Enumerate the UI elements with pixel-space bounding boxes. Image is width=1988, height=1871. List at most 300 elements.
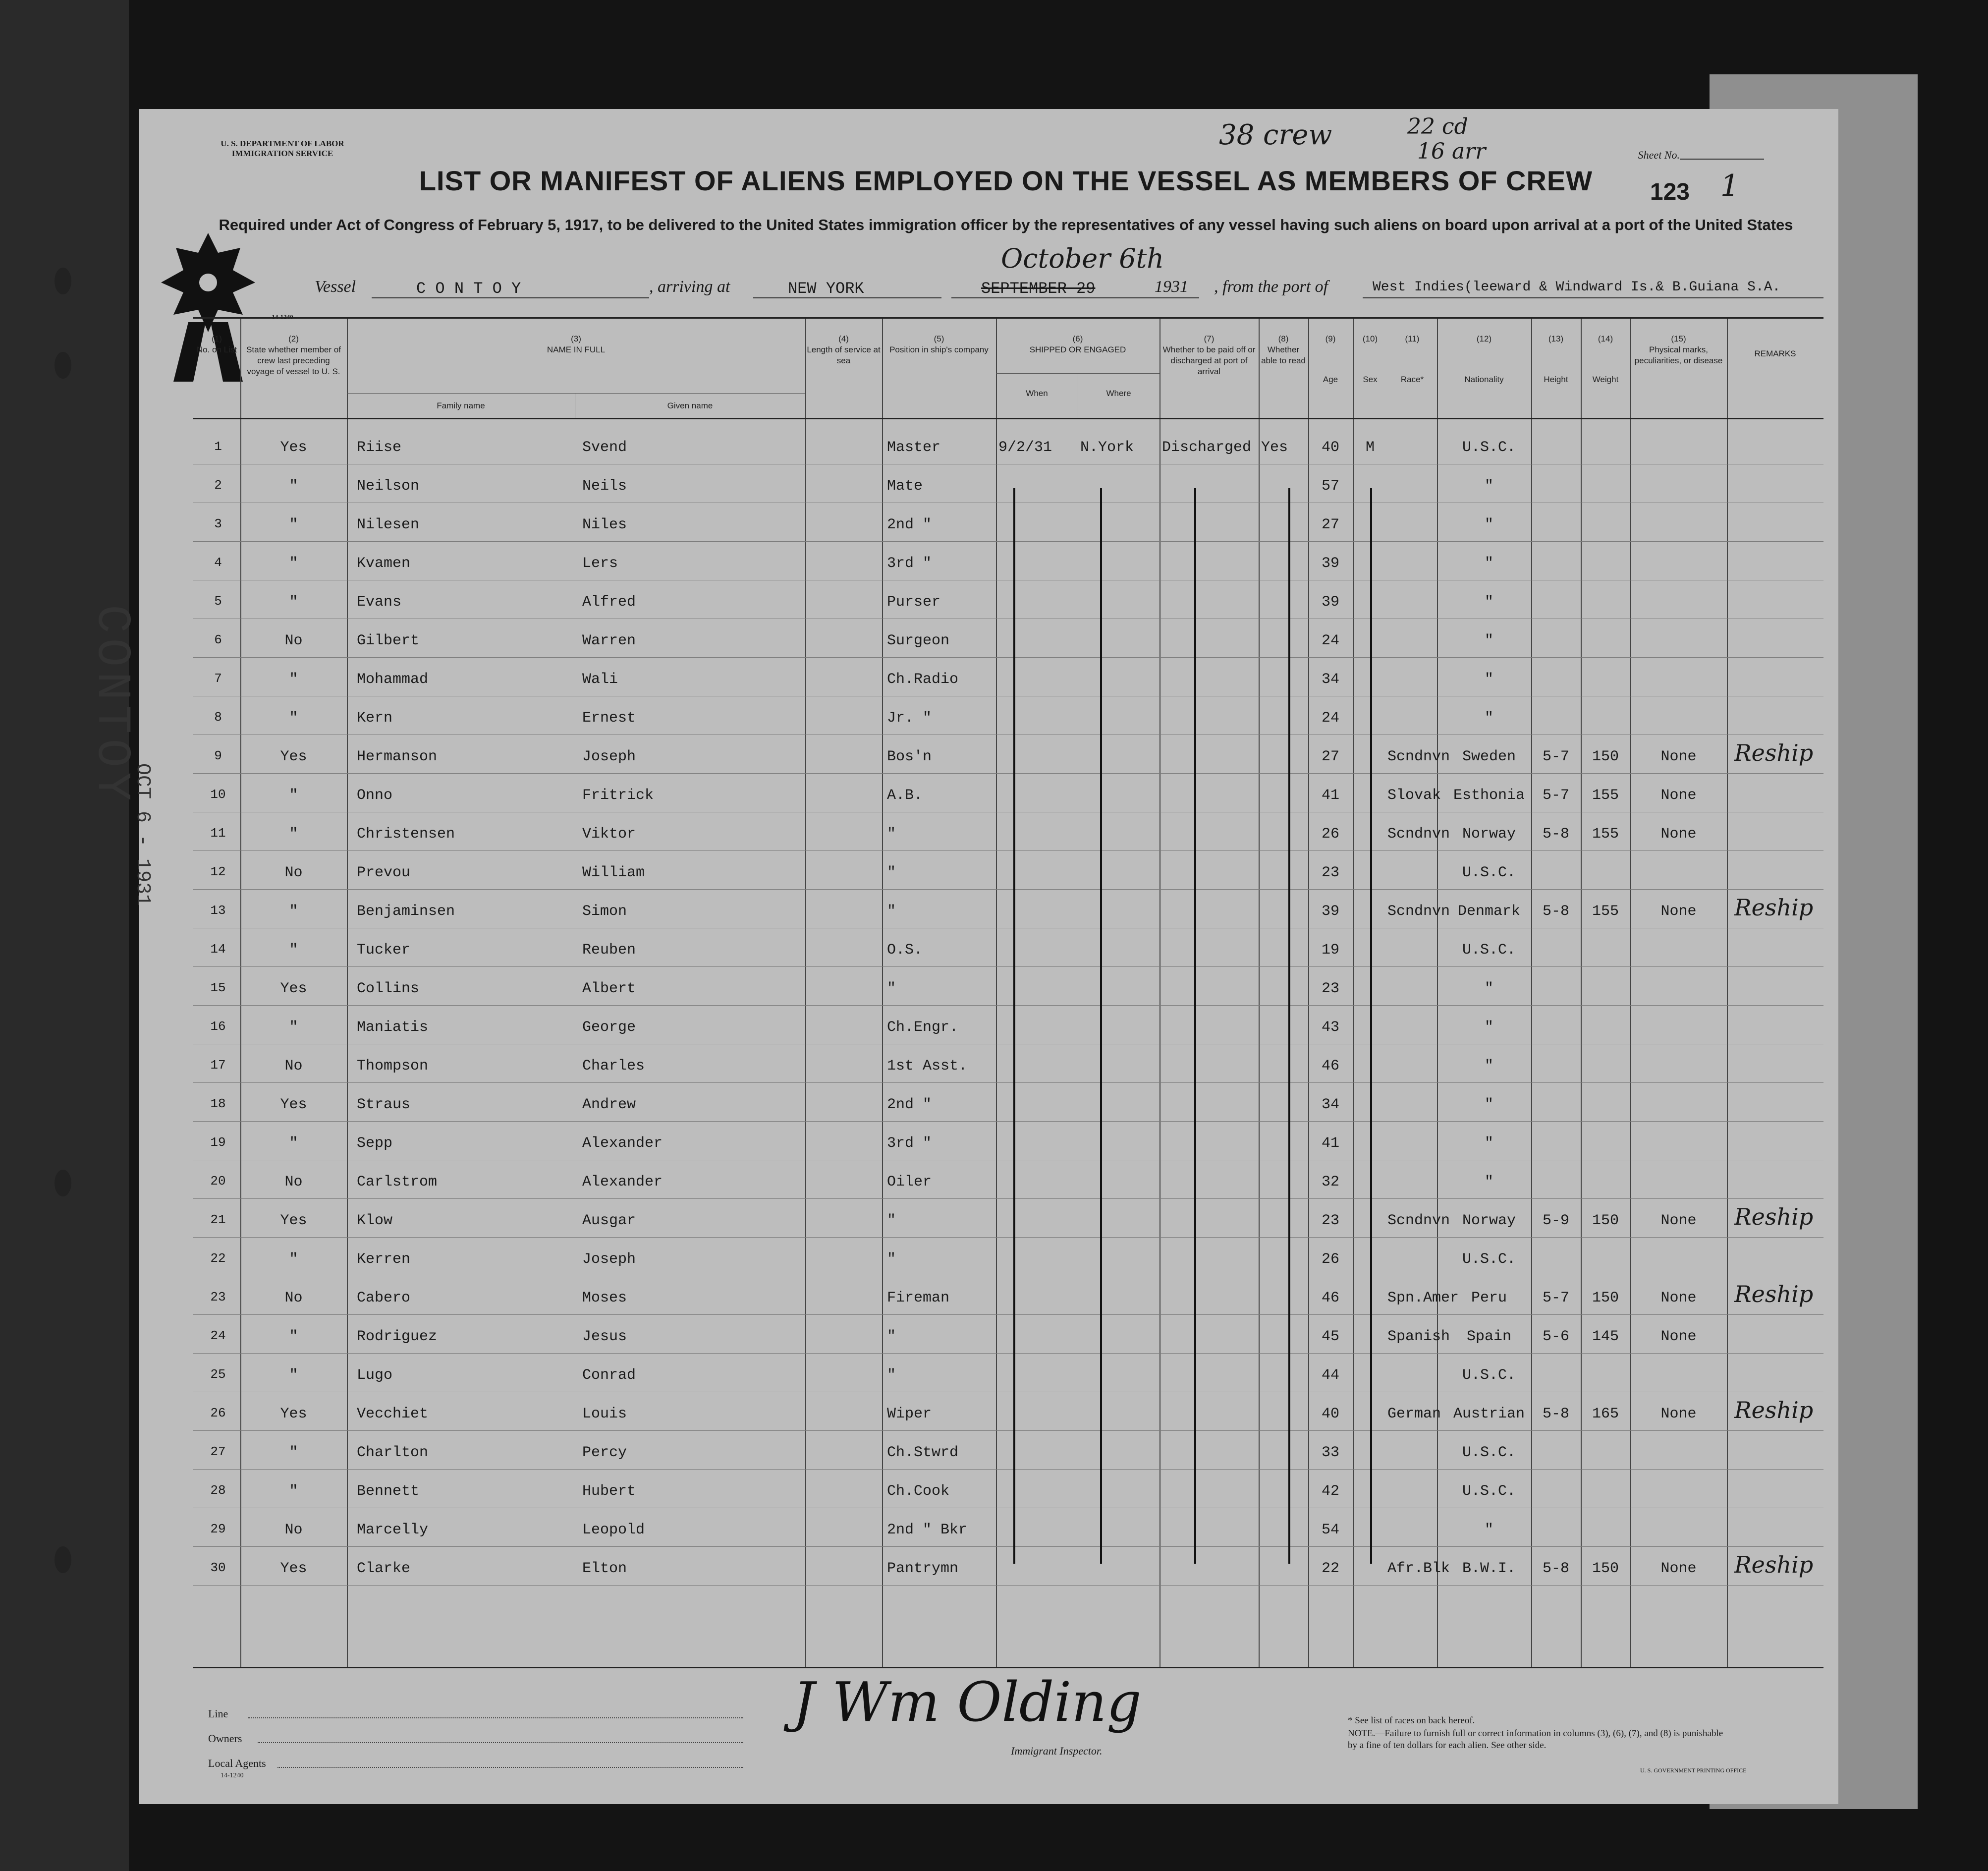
ditto-stroke <box>1288 488 1290 1564</box>
table-row <box>193 928 1823 966</box>
cell-prev-voyage: No <box>284 1290 303 1306</box>
cell-nationality: U.S.C. <box>1462 439 1516 456</box>
cell-nationality: Spain <box>1466 1328 1511 1345</box>
cell-no: 13 <box>210 903 226 918</box>
cell-race: Slovak <box>1387 787 1441 804</box>
col-header-prev-voyage: (2) State whether member of crew last preceding voyage of vessel to U. S. <box>246 334 341 376</box>
cell-weight: 165 <box>1592 1406 1619 1422</box>
cell-position: 1st Asst. <box>887 1058 968 1075</box>
cell-family-name: Hermanson <box>357 748 438 765</box>
cell-nationality: U.S.C. <box>1462 864 1516 881</box>
cell-given-name: William <box>582 864 645 881</box>
sheet-handwritten-number: 1 <box>1720 169 1739 203</box>
cell-when: 9/2/31 <box>998 439 1052 456</box>
cell-position: Ch.Cook <box>887 1483 950 1500</box>
sheet-number: 123 <box>1650 179 1690 205</box>
cell-family-name: Charlton <box>357 1444 429 1461</box>
col-header-shipped: (6) SHIPPED OR ENGAGED <box>1029 334 1126 354</box>
cell-family-name: Kern <box>357 710 393 727</box>
col-header-where: Where <box>1106 389 1131 398</box>
cell-position: O.S. <box>887 942 923 959</box>
crew-table <box>193 317 1823 1668</box>
cell-nationality: " <box>1484 1135 1493 1152</box>
ditto-stroke <box>1370 488 1372 1564</box>
cell-given-name: Neils <box>582 478 627 495</box>
cell-where: N.York <box>1080 439 1134 456</box>
cell-given-name: Joseph <box>582 748 636 765</box>
cell-family-name: Sepp <box>357 1135 393 1152</box>
cell-prev-voyage: " <box>289 1483 298 1500</box>
cell-age: 57 <box>1321 478 1339 495</box>
cell-given-name: Joseph <box>582 1251 636 1268</box>
line-label: Line <box>208 1707 228 1720</box>
table-row <box>193 966 1823 1005</box>
cell-given-name: Warren <box>582 632 636 649</box>
cell-age: 41 <box>1321 1135 1339 1152</box>
cell-race: Spn.Amer <box>1387 1290 1459 1306</box>
cell-prev-voyage: No <box>284 1522 303 1538</box>
cell-physical-marks: None <box>1660 903 1697 920</box>
table-row <box>193 1005 1823 1044</box>
table-row <box>193 425 1823 464</box>
cell-height: 5-7 <box>1542 1290 1569 1306</box>
cell-family-name: Vecchiet <box>357 1406 429 1422</box>
cell-given-name: Lers <box>582 555 618 572</box>
ditto-stroke <box>1100 488 1102 1564</box>
cell-prev-voyage: No <box>284 864 303 881</box>
binder-hole <box>55 352 71 379</box>
cell-nationality: " <box>1484 555 1493 572</box>
cell-nationality: Sweden <box>1462 748 1516 765</box>
cell-family-name: Nilesen <box>357 516 420 533</box>
form-agency-header <box>208 139 357 159</box>
cell-nationality: U.S.C. <box>1462 1483 1516 1500</box>
col-header-name: (3) NAME IN FULL <box>547 334 606 354</box>
cell-family-name: Carlstrom <box>357 1174 438 1191</box>
annotation-top-right: 22 cd <box>1407 114 1468 139</box>
cell-position: " <box>887 864 896 881</box>
cell-weight: 150 <box>1592 1212 1619 1229</box>
cell-height: 5-9 <box>1542 1212 1569 1229</box>
cell-no: 23 <box>210 1290 226 1304</box>
cell-age: 54 <box>1321 1522 1339 1538</box>
cell-family-name: Tucker <box>357 942 411 959</box>
cell-remarks: Reship <box>1734 739 1814 766</box>
cell-family-name: Marcelly <box>357 1522 429 1538</box>
table-row <box>193 696 1823 735</box>
cell-prev-voyage: " <box>289 1135 298 1152</box>
table-row <box>193 850 1823 889</box>
cell-nationality: Norway <box>1462 826 1516 843</box>
cell-position: " <box>887 1212 896 1229</box>
cell-weight: 150 <box>1592 1560 1619 1577</box>
cell-position: 3rd " <box>887 1135 932 1152</box>
cell-age: 22 <box>1321 1560 1339 1577</box>
cell-position: 2nd " <box>887 1096 932 1113</box>
cell-no: 28 <box>210 1483 226 1498</box>
cell-prev-voyage: " <box>289 826 298 843</box>
cell-no: 18 <box>210 1096 226 1111</box>
cell-nationality: Esthonia <box>1453 787 1525 804</box>
cell-family-name: Kvamen <box>357 555 411 572</box>
cell-remarks: Reship <box>1734 1551 1814 1578</box>
table-row <box>193 1508 1823 1546</box>
arrival-year: 1931 <box>1155 278 1188 296</box>
cell-no: 24 <box>210 1328 226 1343</box>
cell-height: 5-8 <box>1542 1560 1569 1577</box>
cell-given-name: Andrew <box>582 1096 636 1113</box>
cell-given-name: Viktor <box>582 826 636 843</box>
cell-no: 1 <box>214 439 222 454</box>
cell-weight: 150 <box>1592 1290 1619 1306</box>
cell-prev-voyage: No <box>284 1174 303 1191</box>
cell-position: Ch.Stwrd <box>887 1444 959 1461</box>
cell-given-name: Conrad <box>582 1367 636 1384</box>
vessel-side-stamp: CONTOY <box>85 605 139 806</box>
crew-count-annotation: 38 crew <box>1219 119 1332 151</box>
cell-age: 24 <box>1321 710 1339 727</box>
cell-given-name: Moses <box>582 1290 627 1306</box>
cell-position: Jr. " <box>887 710 932 727</box>
cell-given-name: Alexander <box>582 1174 663 1191</box>
cell-nationality: " <box>1484 1058 1493 1075</box>
col-header-remarks: REMARKS <box>1754 349 1796 358</box>
cell-nationality: " <box>1484 671 1493 688</box>
cell-no: 27 <box>210 1444 226 1459</box>
cell-height: 5-7 <box>1542 787 1569 804</box>
cell-race: Scndnvn <box>1387 903 1450 920</box>
cell-given-name: Ernest <box>582 710 636 727</box>
cell-age: 23 <box>1321 980 1339 997</box>
col-header-position: (5) Position in ship's company <box>889 334 989 354</box>
cell-no: 11 <box>210 826 226 841</box>
col-header-when: When <box>1026 389 1048 398</box>
owners-label: Owners <box>208 1732 242 1745</box>
table-row <box>193 1469 1823 1508</box>
ditto-stroke <box>1194 488 1196 1564</box>
table-row <box>193 1198 1823 1237</box>
cell-prev-voyage: Yes <box>280 980 307 997</box>
cell-nationality: " <box>1484 594 1493 611</box>
cell-position: Master <box>887 439 941 456</box>
cell-no: 8 <box>214 710 222 725</box>
cell-no: 22 <box>210 1251 226 1266</box>
table-row <box>193 619 1823 657</box>
cell-no: 19 <box>210 1135 226 1150</box>
cell-weight: 150 <box>1592 748 1619 765</box>
cell-nationality: Peru <box>1471 1290 1507 1306</box>
cell-given-name: Alexander <box>582 1135 663 1152</box>
cell-prev-voyage: Yes <box>280 1560 307 1577</box>
col-header-sex: (10) Sex <box>1362 334 1378 384</box>
document-subtitle: Required under Act of Congress of February 5, 1917, to be delivered to the United States immigration officer by the representatives of any vessel having such aliens on board upon arrival at a port of the United States <box>219 216 1793 233</box>
cell-nationality: " <box>1484 516 1493 533</box>
cell-prev-voyage: " <box>289 1367 298 1384</box>
cell-family-name: Mohammad <box>357 671 429 688</box>
cell-read: Yes <box>1261 439 1288 456</box>
cell-position: 2nd " <box>887 516 932 533</box>
cell-position: Surgeon <box>887 632 950 649</box>
cell-no: 5 <box>214 594 222 609</box>
cell-age: 40 <box>1321 1406 1339 1422</box>
cell-prev-voyage: " <box>289 942 298 959</box>
table-row <box>193 464 1823 503</box>
cell-weight: 155 <box>1592 787 1619 804</box>
cell-prev-voyage: " <box>289 594 298 611</box>
cell-age: 32 <box>1321 1174 1339 1191</box>
cell-nationality: Austrian <box>1453 1406 1525 1422</box>
cell-no: 4 <box>214 555 222 570</box>
cell-family-name: Klow <box>357 1212 393 1229</box>
sheet-label: Sheet No. <box>1638 149 1680 161</box>
table-row <box>193 735 1823 773</box>
cell-position: A.B. <box>887 787 923 804</box>
cell-nationality: Norway <box>1462 1212 1516 1229</box>
cell-age: 26 <box>1321 826 1339 843</box>
cell-position: Fireman <box>887 1290 950 1306</box>
vessel-info-row <box>139 243 1838 302</box>
cell-position: " <box>887 1367 896 1384</box>
cell-position: Mate <box>887 478 923 495</box>
cell-family-name: Maniatis <box>357 1019 429 1036</box>
cell-height: 5-7 <box>1542 748 1569 765</box>
cell-no: 20 <box>210 1174 226 1189</box>
cell-age: 19 <box>1321 942 1339 959</box>
cell-remarks: Reship <box>1734 1397 1814 1423</box>
cell-given-name: Charles <box>582 1058 645 1075</box>
cell-nationality: " <box>1484 1019 1493 1036</box>
col-header-race: (11) Race* <box>1400 334 1424 384</box>
col-header-physical-marks: (15) Physical marks, peculiarities, or disease <box>1634 334 1723 365</box>
cell-physical-marks: None <box>1660 826 1697 843</box>
col-header-discharged: (7) Whether to be paid off or discharged at port of arrival <box>1162 334 1256 376</box>
cell-nationality: " <box>1484 1174 1493 1191</box>
table-row <box>193 889 1823 928</box>
arrival-port: NEW YORK <box>788 280 864 298</box>
cell-position: Bos'n <box>887 748 932 765</box>
cell-no: 3 <box>214 516 222 531</box>
cell-physical-marks: None <box>1660 1212 1697 1229</box>
agents-label: Local Agents <box>208 1757 266 1769</box>
cell-prev-voyage: " <box>289 710 298 727</box>
cell-nationality: U.S.C. <box>1462 1444 1516 1461</box>
cell-prev-voyage: " <box>289 1444 298 1461</box>
cell-position: Pantrymn <box>887 1560 959 1577</box>
cell-physical-marks: None <box>1660 787 1697 804</box>
cell-age: 26 <box>1321 1251 1339 1268</box>
col-header-read: (8) Whether able to read <box>1261 334 1306 365</box>
from-port-label: , from the port of <box>1214 278 1328 296</box>
cell-age: 46 <box>1321 1290 1339 1306</box>
cell-given-name: Alfred <box>582 594 636 611</box>
cell-no: 26 <box>210 1406 226 1420</box>
cell-given-name: Simon <box>582 903 627 920</box>
cell-no: 7 <box>214 671 222 686</box>
cell-race: Scndnvn <box>1387 1212 1450 1229</box>
cell-no: 25 <box>210 1367 226 1382</box>
cell-given-name: Fritrick <box>582 787 654 804</box>
cell-age: 34 <box>1321 1096 1339 1113</box>
table-row <box>193 1276 1823 1314</box>
cell-position: " <box>887 826 896 843</box>
cell-race: Scndnvn <box>1387 826 1450 843</box>
cell-nationality: B.W.I. <box>1462 1560 1516 1577</box>
col-header-age: (9) Age <box>1323 334 1338 384</box>
cell-given-name: Reuben <box>582 942 636 959</box>
cell-prev-voyage: Yes <box>280 1406 307 1422</box>
ditto-stroke <box>1013 488 1015 1564</box>
cell-nationality: U.S.C. <box>1462 942 1516 959</box>
cell-family-name: Straus <box>357 1096 411 1113</box>
cell-no: 2 <box>214 478 222 493</box>
vessel-label: Vessel <box>315 278 356 296</box>
table-row <box>193 1237 1823 1276</box>
table-row <box>193 1430 1823 1469</box>
col-header-given-name: Given name <box>667 401 713 410</box>
cell-race: Afr.Blk <box>1387 1560 1450 1577</box>
cell-age: 44 <box>1321 1367 1339 1384</box>
cell-family-name: Clarke <box>357 1560 411 1577</box>
agency-line: IMMIGRATION SERVICE <box>231 149 333 158</box>
cell-no: 6 <box>214 632 222 647</box>
cell-prev-voyage: Yes <box>280 1096 307 1113</box>
cell-family-name: Christensen <box>357 826 455 843</box>
cell-nationality: " <box>1484 1096 1493 1113</box>
cell-nationality: " <box>1484 632 1493 649</box>
table-row <box>193 657 1823 696</box>
cell-no: 29 <box>210 1522 226 1536</box>
cell-family-name: Lugo <box>357 1367 393 1384</box>
table-row <box>193 1044 1823 1082</box>
table-row <box>193 1353 1823 1392</box>
cell-remarks: Reship <box>1734 1281 1814 1307</box>
cell-family-name: Neilson <box>357 478 420 495</box>
cell-age: 39 <box>1321 594 1339 611</box>
cell-physical-marks: None <box>1660 1406 1697 1422</box>
cell-given-name: Louis <box>582 1406 627 1422</box>
cell-age: 46 <box>1321 1058 1339 1075</box>
footnote-races: * See list of races on back hereof. <box>1348 1715 1475 1726</box>
cell-given-name: Svend <box>582 439 627 456</box>
cell-age: 23 <box>1321 864 1339 881</box>
cell-remarks: Reship <box>1734 894 1814 921</box>
cell-race: German <box>1387 1406 1441 1422</box>
cell-position: " <box>887 980 896 997</box>
agency-line: U. S. DEPARTMENT OF LABOR <box>221 139 344 148</box>
cell-prev-voyage: Yes <box>280 748 307 765</box>
cell-prev-voyage: No <box>284 632 303 649</box>
cell-age: 27 <box>1321 748 1339 765</box>
cell-nationality: U.S.C. <box>1462 1251 1516 1268</box>
cell-nationality: U.S.C. <box>1462 1367 1516 1384</box>
binder-hole <box>55 268 71 294</box>
arrival-date-struck: SEPTEMBER 29 <box>981 280 1096 298</box>
date-side-stamp: OCT 6 - 1931 <box>131 763 154 907</box>
cell-family-name: Benjaminsen <box>357 903 455 920</box>
table-row <box>193 1392 1823 1430</box>
cell-nationality: " <box>1484 478 1493 495</box>
cell-remarks: Reship <box>1734 1203 1814 1230</box>
agents-form-number: 14-1240 <box>221 1772 244 1779</box>
cell-age: 39 <box>1321 555 1339 572</box>
cell-position: Oiler <box>887 1174 932 1191</box>
col-header-no: (1) No. on List <box>196 334 237 354</box>
cell-position: " <box>887 903 896 920</box>
cell-family-name: Gilbert <box>357 632 420 649</box>
cell-family-name: Onno <box>357 787 393 804</box>
cell-no: 21 <box>210 1212 226 1227</box>
cell-given-name: Jesus <box>582 1328 627 1345</box>
cell-prev-voyage: " <box>289 1019 298 1036</box>
col-header-family-name: Family name <box>437 401 485 410</box>
cell-position: " <box>887 1251 896 1268</box>
table-row <box>193 1121 1823 1160</box>
cell-family-name: Riise <box>357 439 402 456</box>
cell-age: 24 <box>1321 632 1339 649</box>
cell-family-name: Cabero <box>357 1290 411 1306</box>
cell-prev-voyage: " <box>289 555 298 572</box>
cell-age: 40 <box>1321 439 1339 456</box>
cell-family-name: Bennett <box>357 1483 420 1500</box>
cell-physical-marks: None <box>1660 748 1697 765</box>
cell-position: Purser <box>887 594 941 611</box>
cell-family-name: Rodriguez <box>357 1328 438 1345</box>
arrival-date-handwritten: October 6th <box>1001 243 1164 274</box>
inspector-label: Immigrant Inspector. <box>1011 1745 1103 1757</box>
cell-given-name: Percy <box>582 1444 627 1461</box>
col-header-service-length: (4) Length of service at sea <box>807 334 881 365</box>
cell-height: 5-8 <box>1542 1406 1569 1422</box>
cell-no: 30 <box>210 1560 226 1575</box>
cell-nationality: " <box>1484 1522 1493 1538</box>
binder-hole <box>55 1170 71 1196</box>
inspector-signature: J Wm Olding <box>793 1670 1142 1734</box>
cell-nationality: " <box>1484 710 1493 727</box>
cell-no: 10 <box>210 787 226 802</box>
cell-given-name: Albert <box>582 980 636 997</box>
cell-prev-voyage: No <box>284 1058 303 1075</box>
binder-hole <box>55 1546 71 1573</box>
cell-race: Spanish <box>1387 1328 1450 1345</box>
cell-prev-voyage: " <box>289 903 298 920</box>
cell-weight: 155 <box>1592 903 1619 920</box>
cell-height: 5-8 <box>1542 826 1569 843</box>
table-row <box>193 541 1823 580</box>
cell-given-name: Leopold <box>582 1522 645 1538</box>
cell-family-name: Thompson <box>357 1058 429 1075</box>
cell-prev-voyage: Yes <box>280 439 307 456</box>
table-row <box>193 1314 1823 1353</box>
cell-physical-marks: None <box>1660 1328 1697 1345</box>
table-row <box>193 1160 1823 1198</box>
cell-age: 34 <box>1321 671 1339 688</box>
form-number: 14-1240 <box>272 313 293 321</box>
cell-position: Ch.Radio <box>887 671 959 688</box>
cell-physical-marks: None <box>1660 1290 1697 1306</box>
cell-discharged: Discharged <box>1162 439 1252 456</box>
cell-prev-voyage: " <box>289 1251 298 1268</box>
table-row <box>193 1082 1823 1121</box>
cell-position: 3rd " <box>887 555 932 572</box>
table-row <box>193 812 1823 850</box>
cell-given-name: Elton <box>582 1560 627 1577</box>
sheet-underline <box>1680 159 1764 160</box>
cell-nationality: Denmark <box>1457 903 1521 920</box>
cell-prev-voyage: Yes <box>280 1212 307 1229</box>
table-row <box>193 503 1823 541</box>
cell-age: 42 <box>1321 1483 1339 1500</box>
cell-no: 12 <box>210 864 226 879</box>
